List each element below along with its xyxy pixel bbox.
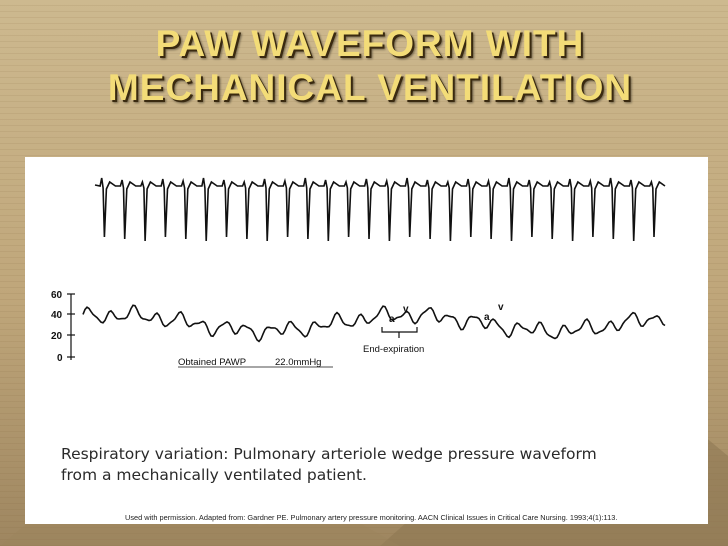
obtained-pawp-label: Obtained PAWP [178,357,247,368]
caption-line-1: Respiratory variation: Pulmonary arteriole wedge pressure waveform [61,445,597,463]
end-expiration-bracket [382,327,417,338]
wave-label-a-second: a [484,312,490,323]
figure-caption [61,444,671,486]
caption-line-2: from a mechanically ventilated patient. [61,466,367,484]
wave-label-a-first: a [389,314,395,325]
figure-panel [25,157,708,524]
obtained-pawp-value: 22.0mmHg [275,357,322,368]
y-tick-label-60: 60 [51,290,63,301]
wave-label-v-second: v [498,302,504,313]
y-tick-label-0: 0 [57,353,63,364]
pawp-waveform-figure [25,157,708,442]
slide-title-line-2: MECHANICAL VENTILATION [107,67,633,108]
wave-label-v-first: v [403,304,409,315]
ecg-trace [95,178,665,241]
slide-title [40,22,700,110]
slide-title-line-1: PAW WAVEFORM WITH [155,23,585,64]
y-tick-label-40: 40 [51,310,63,321]
pawp-pressure-trace [83,305,665,341]
end-expiration-label: End-expiration [363,344,425,355]
citation-credit: Used with permission. Adapted from: Gardner PE. Pulmonary artery pressure monitoring. AACN Clinical Issues in Critical Care Nursing. 1993;4(1):113. [125,513,618,522]
y-tick-label-20: 20 [51,331,63,342]
